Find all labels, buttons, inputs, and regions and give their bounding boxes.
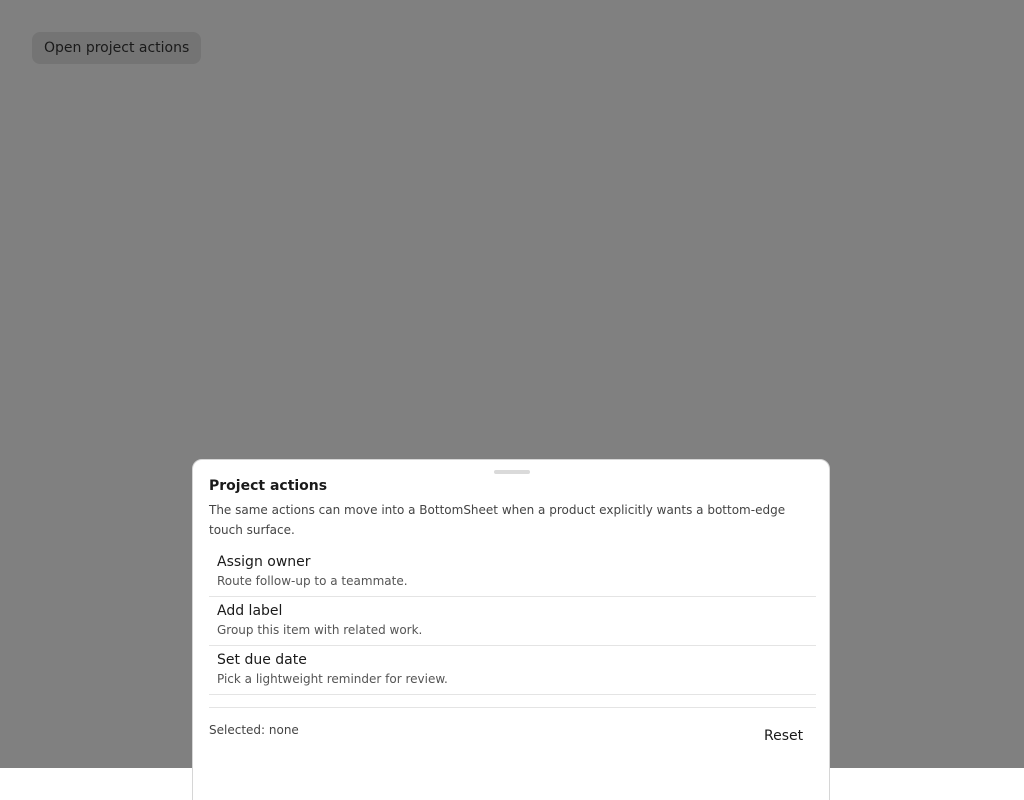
bottom-sheet bbox=[192, 459, 830, 800]
action-list bbox=[209, 548, 816, 695]
action-add-label[interactable] bbox=[209, 597, 816, 646]
drag-handle[interactable] bbox=[494, 470, 530, 474]
sheet-title: Project actions bbox=[209, 478, 328, 494]
action-label: Add label bbox=[217, 603, 283, 619]
action-label: Assign owner bbox=[217, 554, 311, 570]
action-description: Pick a lightweight reminder for review. bbox=[217, 672, 448, 686]
reset-button[interactable]: Reset bbox=[751, 722, 816, 750]
action-description: Group this item with related work. bbox=[217, 623, 423, 637]
action-assign-owner[interactable] bbox=[209, 548, 816, 597]
action-set-due-date[interactable] bbox=[209, 646, 816, 695]
footer-divider bbox=[209, 707, 816, 708]
sheet-description: The same actions can move into a BottomSheet when a product explicitly wants a bottom-edge touch surface. bbox=[209, 503, 786, 537]
open-project-actions-button[interactable]: Open project actions bbox=[32, 32, 201, 64]
selected-status: Selected: none bbox=[209, 723, 299, 737]
action-description: Route follow-up to a teammate. bbox=[217, 574, 408, 588]
action-label: Set due date bbox=[217, 652, 307, 668]
